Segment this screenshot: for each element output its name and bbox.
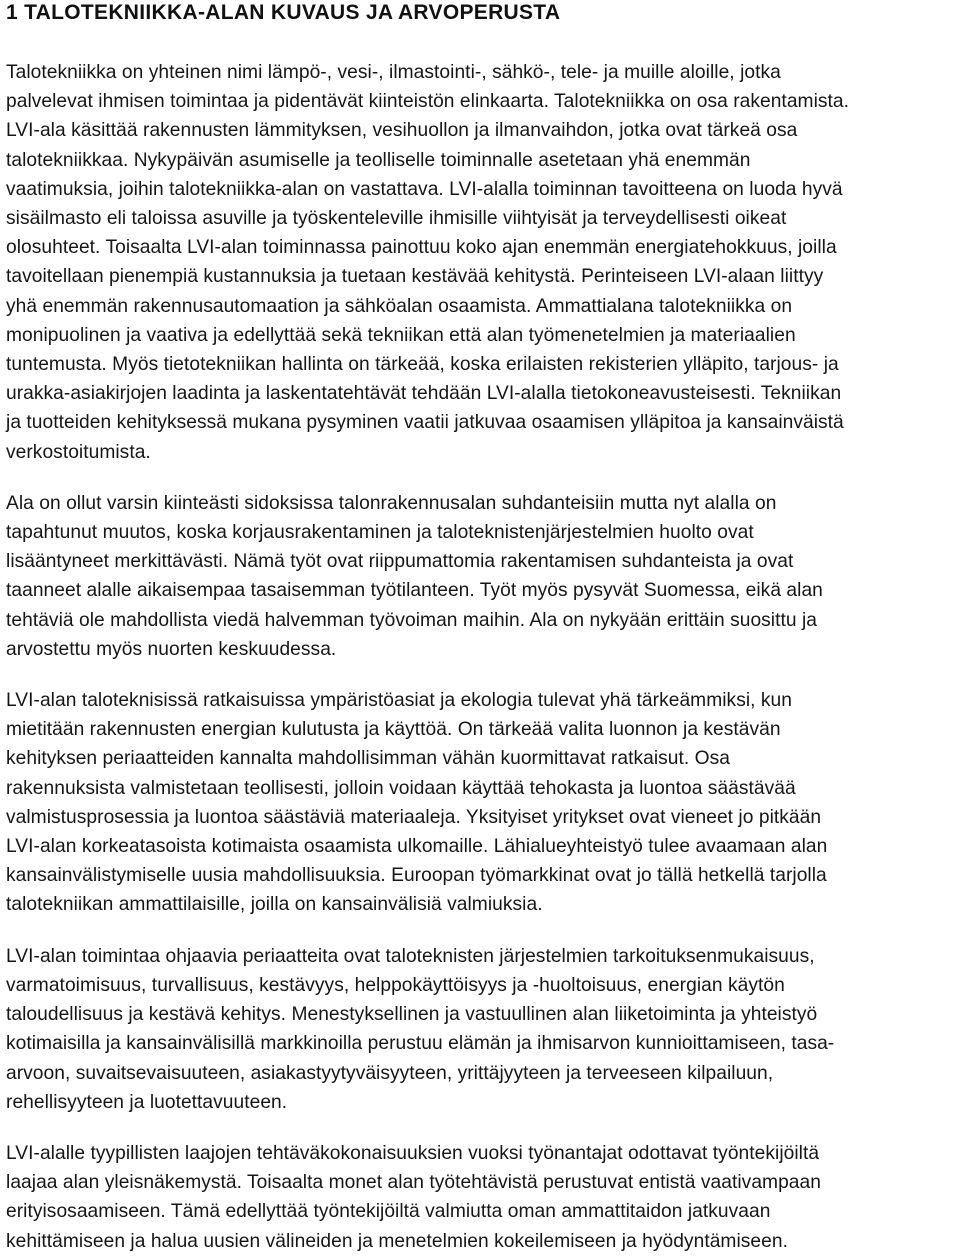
text-line: tehtäviä ole mahdollista viedä halvemman työvoiman maihin. Ala on nykyään erittäin suosittu ja bbox=[6, 609, 818, 631]
text-line: urakka-asiakirjojen laadinta ja laskentatehtävät tehdään LVI-alalla tietokoneavusteisesti. Tekniikan bbox=[6, 383, 842, 405]
text-line: LVI-alan korkeatasoista kotimaista osaamista ulkomaille. Lähialueyhteistyö tulee avaamaan alan bbox=[6, 836, 828, 858]
paragraph-expectations bbox=[6, 1139, 954, 1256]
section-heading: 1 TALOTEKNIIKKA-ALAN KUVAUS JA ARVOPERUSTA bbox=[6, 1, 561, 24]
text-line: LVI-alan toimintaa ohjaavia periaatteita ovat taloteknisten järjestelmien tarkoituksenmukaisuus, bbox=[6, 945, 815, 967]
text-line: kansainvälistymiselle uusia mahdollisuuksia. Euroopan työmarkkinat ovat jo tällä hetkellä tarjolla bbox=[6, 865, 827, 887]
text-line: arvoon, suvaitsevaisuuteen, asiakastyytyväisyyteen, yrittäjyyteen ja terveeseen kilpailuun, bbox=[6, 1062, 774, 1084]
text-line: LVI-ala käsittää rakennusten lämmityksen, vesihuollon ja ilmanvaihdon, jotka ovat tärkeä osa bbox=[6, 120, 798, 142]
text-line: rakennuksista valmistetaan teollisesti, jolloin voidaan käyttää tehokasta ja luontoa säästävää bbox=[6, 777, 796, 799]
text-line: Ala on ollut varsin kiinteästi sidoksissa talonrakennusalan suhdanteisiin mutta nyt alalla on bbox=[6, 492, 777, 514]
text-line: talotekniikan ammattilaisille, joilla on kansainvälisiä valmiuksia. bbox=[6, 894, 543, 916]
text-line: rehellisyyteen ja luotettavuuteen. bbox=[6, 1091, 288, 1113]
text-line: LVI-alalle tyypillisten laajojen tehtäväkokonaisuuksien vuoksi työnantajat odottavat työntekijöiltä bbox=[6, 1142, 820, 1164]
text-line: LVI-alan taloteknisissä ratkaisuissa ympäristöasiat ja ekologia tulevat yhä tärkeämmiksi, kun bbox=[6, 690, 793, 712]
text-line: kotimaisilla ja kansainvälisillä markkinoilla perustuu elämän ja ihmisarvon kunnioittamiseen, tasa- bbox=[6, 1033, 835, 1055]
text-line: laajaa alan yleisnäkemystä. Toisaalta monet alan työtehtävistä perustuvat entistä vaativampaan bbox=[6, 1172, 821, 1194]
text-line: verkostoitumista. bbox=[6, 441, 151, 463]
text-line: Talotekniikka on yhteinen nimi lämpö-, vesi-, ilmastointi-, sähkö-, tele- ja muille aloille, jotka bbox=[6, 62, 781, 83]
text-line: tapahtunut muutos, koska korjausrakentaminen ja taloteknistenjärjestelmien huolto ovat bbox=[6, 522, 754, 544]
text-line: taloudellisuus ja kestävä kehitys. Menestyksellinen ja vastuullinen alan liiketoiminta ja yhteistyö bbox=[6, 1004, 818, 1026]
text-line: talotekniikkaa. Nykypäivän asumiselle ja teolliselle toiminnalle asetetaan yhä enemmän bbox=[6, 149, 751, 171]
paragraph-overview bbox=[6, 58, 954, 467]
text-line: kehityksen periaatteiden kannalta mahdollisimman vähän kuormittavat ratkaisut. Osa bbox=[6, 748, 730, 770]
text-line: valmistusprosessia ja luontoa säästäviä materiaaleja. Yksityiset yritykset ovat vieneet jo pitkään bbox=[6, 806, 822, 828]
text-line: ja tuotteiden kehityksessä mukana pysyminen vaatii jatkuvaa osaamisen ylläpitoa ja kansainväistä bbox=[6, 412, 844, 434]
text-line: arvostettu myös nuorten keskuudessa. bbox=[6, 638, 337, 660]
text-line: taanneet alalle aikaisempaa tasaisemman työtilanteen. Työt myös pysyvät Suomessa, eikä alan bbox=[6, 580, 823, 602]
text-line: tuntemusta. Myös tietotekniikan hallinta on tärkeää, koska erilaisten rekisterien ylläpito, tarjous- ja bbox=[6, 354, 839, 376]
text-line: yhä enemmän rakennusautomaation ja sähköalan osaamista. Ammattialana talotekniikka on bbox=[6, 295, 793, 317]
text-line: mietitään rakennusten energian kulutusta ja käyttöä. On tärkeää valita luonnon ja kestävän bbox=[6, 719, 781, 741]
text-line: monipuolinen ja vaativa ja edellyttää sekä tekniikan että alan työmenetelmien ja materiaalien bbox=[6, 324, 796, 346]
text-line: lisääntyneet merkittävästi. Nämä työt ovat riippumattomia rakentamisen suhdanteista ja ovat bbox=[6, 551, 794, 573]
text-line: olosuhteet. Toisaalta LVI-alan toiminnassa painottuu koko ajan enemmän energiatehokkuus, joilla bbox=[6, 237, 837, 259]
text-line: palvelevat ihmisen toimintaa ja pidentävät kiinteistön elinkaarta. Talotekniikka on osa rakentamista. bbox=[6, 91, 850, 113]
paragraph-principles bbox=[6, 942, 954, 1117]
text-line: kehittämiseen ja halua uusien välineiden ja menetelmien kokeilemiseen ja hyödyntämiseen. bbox=[6, 1230, 788, 1252]
document-page bbox=[6, 0, 954, 1256]
text-line: tavoitellaan pienempiä kustannuksia ja tuetaan kestävää kehitystä. Perinteiseen LVI-alaan liittyy bbox=[6, 266, 824, 288]
paragraph-market bbox=[6, 489, 954, 664]
paragraph-environment bbox=[6, 686, 954, 920]
text-line: erityisosaamiseen. Tämä edellyttää työntekijöiltä valmiutta oman ammattitaidon jatkuvaan bbox=[6, 1201, 771, 1223]
text-line: varmatoimisuus, turvallisuus, kestävyys, helppokäyttöisyys ja -huoltoisuus, energian käytön bbox=[6, 974, 785, 996]
text-line: vaatimuksia, joihin talotekniikka-alan on vastattava. LVI-alalla toiminnan tavoitteena on luoda hyvä bbox=[6, 178, 843, 200]
text-line: sisäilmasto eli taloissa asuville ja työskenteleville ihmisille viihtyisät ja terveydellisesti oikeat bbox=[6, 208, 787, 230]
